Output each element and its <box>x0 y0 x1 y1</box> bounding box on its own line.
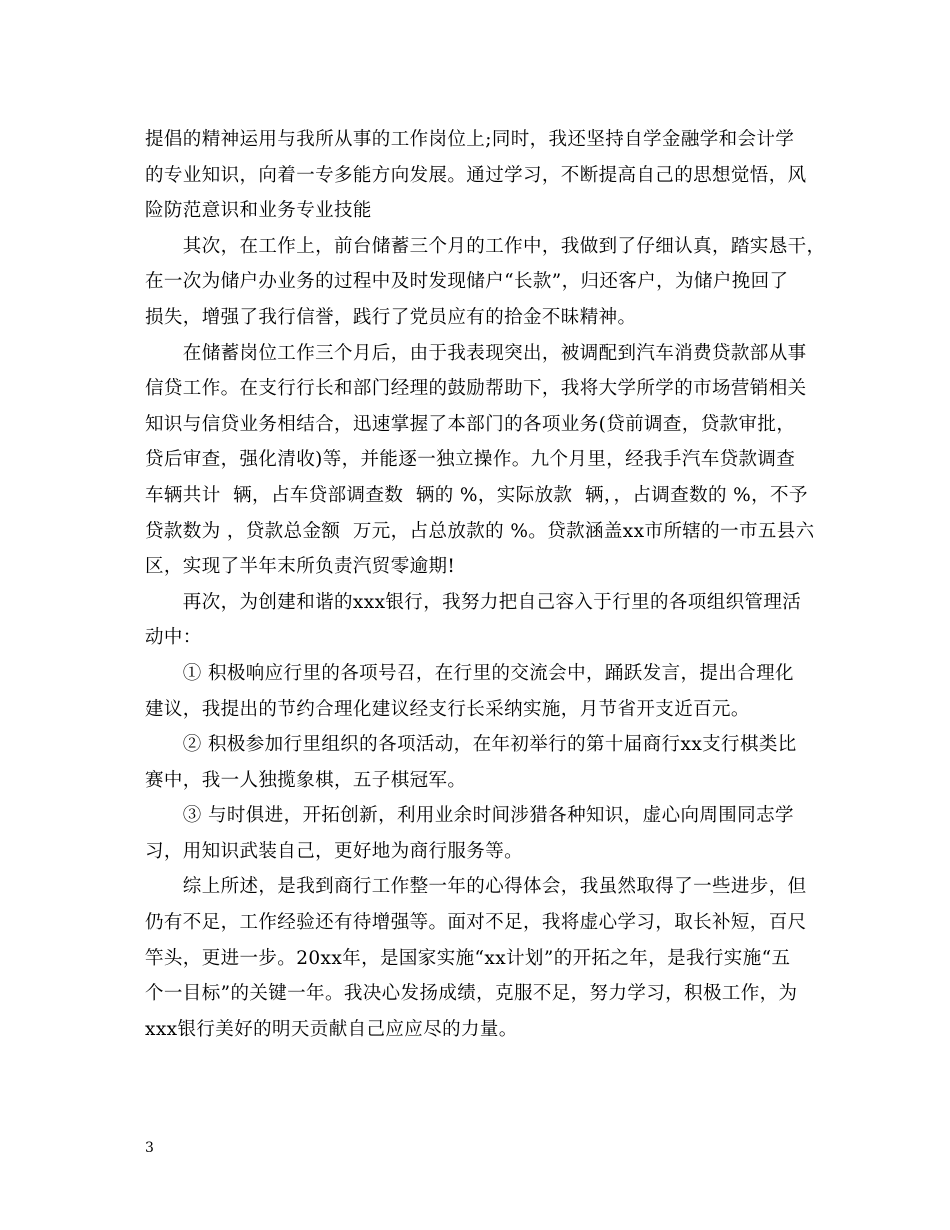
text-line: 区，实现了半年末所负责汽贸零逾期! <box>145 556 456 578</box>
text-line: 在储蓄岗位工作三个月后，由于我表现突出，被调配到汽车消费贷款部从事 <box>145 342 807 364</box>
text-line: 知识与信贷业务相结合，迅速掌握了本部门的各项业务(贷前调查，贷款审批， <box>145 413 796 435</box>
text-line: 信贷工作。在支行行长和部门经理的鼓励帮助下，我将大学所学的市场营销相关 <box>145 378 807 400</box>
text-line: 竿头，更进一步。20xx年，是国家实施“xx计划”的开拓之年，是我行实施“五 <box>145 947 791 969</box>
text-line: 习，用知识武装自己，更好地为商行服务等。 <box>145 840 524 862</box>
text-line: 贷款数为 ，贷款总金额 万元，占总放款的 %。贷款涵盖xx市所辖的一市五县六 <box>145 520 815 542</box>
text-line: 其次，在工作上，前台储蓄三个月的工作中，我做到了仔细认真，踏实恳干， <box>145 235 826 257</box>
text-line: ① 积极响应行里的各项号召，在行里的交流会中，踊跃发言，提出合理化 <box>145 662 794 684</box>
text-line: 个一目标”的关键一年。我决心发扬成绩，克服不足，努力学习，积极工作，为 <box>145 983 798 1005</box>
text-line: 贷后审查，强化清收)等，并能逐一独立操作。九个月里，经我手汽车贷款调查 <box>145 449 796 471</box>
text-line: 综上所述，是我到商行工作整一年的心得体会，我虽然取得了一些进步，但 <box>145 876 807 898</box>
text-line: 的专业知识，向着一专多能方向发展。通过学习，不断提高自己的思想觉悟，风 <box>145 164 807 186</box>
text-line: ② 积极参加行里组织的各项活动，在年初举行的第十届商行xx支行棋类比 <box>145 734 797 756</box>
text-line: 在一次为储户办业务的过程中及时发现储户“长款”，归还客户，为储户挽回了 <box>145 271 789 293</box>
text-line: 再次，为创建和谐的xxx银行，我努力把自己容入于行里的各项组织管理活 <box>145 591 802 613</box>
text-line: 提倡的精神运用与我所从事的工作岗位上;同时，我还坚持自学金融学和会计学 <box>145 129 795 150</box>
text-line: 赛中，我一人独揽象棋，五子棋冠军。 <box>145 769 467 791</box>
page-number: 3 <box>145 1140 154 1156</box>
text-line: 动中： <box>145 627 202 649</box>
text-line: 建议，我提出的节约合理化建议经支行长采纳实施，月节省开支近百元。 <box>145 698 750 720</box>
text-line: 车辆共计 辆，占车贷部调查数 辆的 %，实际放款 辆，，占调查数的 %，不予 <box>145 484 808 506</box>
text-line: xxx银行美好的明天贡献自己应应尽的力量。 <box>145 1018 518 1040</box>
text-line: ③ 与时俱进，开拓创新，利用业余时间涉猎各种知识，虚心向周围同志学 <box>145 805 794 827</box>
text-line: 仍有不足，工作经验还有待增强等。面对不足，我将虚心学习，取长补短，百尺 <box>145 912 807 934</box>
text-line: 损失，增强了我行信誉，践行了党员应有的拾金不昧精神。 <box>145 306 637 328</box>
document-body <box>145 122 826 1047</box>
text-line: 险防范意识和业务专业技能 <box>145 200 372 222</box>
